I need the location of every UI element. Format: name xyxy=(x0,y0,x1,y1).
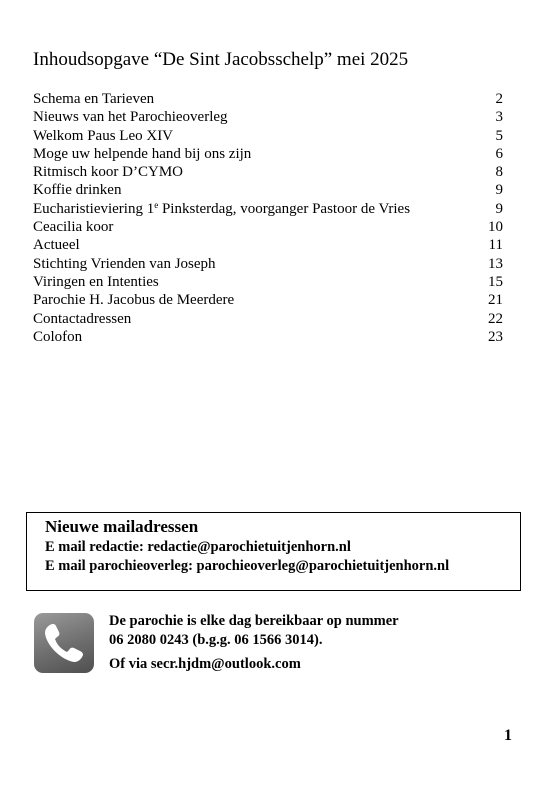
toc-label-start: Eucharistieviering 1 xyxy=(33,200,155,217)
toc-page: 6 xyxy=(495,145,503,162)
toc-row xyxy=(33,310,503,328)
toc-row xyxy=(33,273,503,291)
toc-label: Ceacilia koor xyxy=(33,219,114,236)
toc-page: 22 xyxy=(488,310,503,327)
toc-row xyxy=(33,108,503,126)
mail-redactie-line: E mail redactie: redactie@parochietuitjenhorn.nl xyxy=(45,539,351,555)
toc-row xyxy=(33,255,503,273)
page-title: Inhoudsopgave “De Sint Jacobsschelp” mei 2025 xyxy=(33,49,409,70)
toc-page: 15 xyxy=(488,273,503,290)
toc-label: Parochie H. Jacobus de Meerdere xyxy=(33,292,235,309)
toc-row xyxy=(33,181,503,199)
toc-row xyxy=(33,127,503,145)
toc-row xyxy=(33,90,503,108)
toc-page: 23 xyxy=(488,328,503,345)
toc-label: Contactadressen xyxy=(33,310,132,327)
toc-label: Koffie drinken xyxy=(33,182,122,199)
toc-page: 2 xyxy=(495,91,503,107)
toc-row xyxy=(33,236,503,254)
contact-line-email: Of via secr.hjdm@outlook.com xyxy=(109,656,301,672)
toc-page: 3 xyxy=(495,109,503,126)
toc-label: Viringen en Intenties xyxy=(33,273,159,290)
toc-page: 21 xyxy=(488,292,503,309)
mail-parochieoverleg-line: E mail parochieoverleg: parochieoverleg@parochietuitjenhorn.nl xyxy=(45,558,450,574)
toc-page: 11 xyxy=(488,237,503,254)
toc-label: Colofon xyxy=(33,328,83,345)
toc-page: 8 xyxy=(495,164,503,181)
mail-address-box xyxy=(26,512,521,591)
toc-row xyxy=(33,163,503,181)
toc-row xyxy=(33,200,503,218)
page-number: 1 xyxy=(504,727,512,744)
toc-row xyxy=(33,291,503,309)
phone-icon xyxy=(34,613,94,673)
toc-label: Ritmisch koor D’CYMO xyxy=(33,164,183,181)
toc-row xyxy=(33,218,503,236)
toc-label: Moge uw helpende hand bij ons zijn xyxy=(33,145,252,162)
phone-handset-icon xyxy=(41,620,87,666)
toc-label-end: Pinksterdag, voorganger Pastoor de Vries xyxy=(158,200,411,217)
contact-info xyxy=(109,612,399,674)
toc-page: 13 xyxy=(488,255,503,272)
toc-page: 10 xyxy=(488,219,503,236)
toc-page: 9 xyxy=(495,182,503,199)
toc-label: Welkom Paus Leo XIV xyxy=(33,127,174,144)
contact-line-availability: De parochie is elke dag bereikbaar op nummer xyxy=(109,613,399,629)
toc-page: 5 xyxy=(495,127,503,144)
table-of-contents xyxy=(33,90,503,346)
toc-label xyxy=(33,200,410,218)
toc-label: Stichting Vrienden van Joseph xyxy=(33,255,216,272)
toc-label: Actueel xyxy=(33,237,80,254)
toc-label-superscript: e xyxy=(154,199,159,210)
toc-label: Nieuws van het Parochieoverleg xyxy=(33,109,228,126)
toc-row xyxy=(33,145,503,163)
contact-line-phone-number: 06 2080 0243 (b.g.g. 06 1566 3014). xyxy=(109,632,323,648)
toc-page: 9 xyxy=(495,200,503,217)
toc-label: Schema en Tarieven xyxy=(33,91,155,107)
toc-row xyxy=(33,328,503,346)
mail-box-title: Nieuwe mailadressen xyxy=(45,517,199,536)
